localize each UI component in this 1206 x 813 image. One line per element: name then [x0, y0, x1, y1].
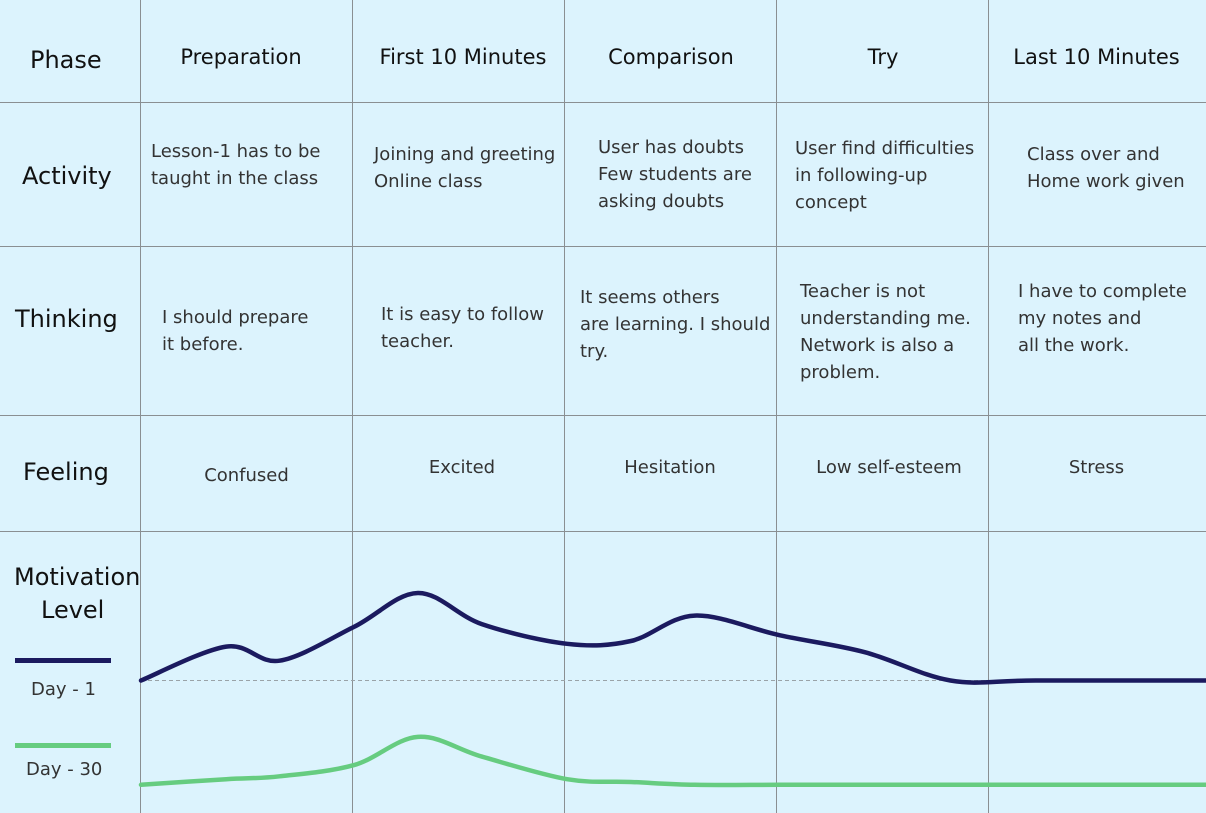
phase-header-try: Try: [867, 45, 899, 69]
row-header-feeling: Feeling: [23, 458, 109, 486]
row-header-thinking: Thinking: [15, 305, 118, 333]
thinking-cell-comparison: It seems others are learning. I should try.: [580, 287, 771, 362]
series-line-day-30: [141, 737, 1206, 785]
row-header-motivation: Motivation: [14, 563, 141, 591]
feeling-cell-try: Low self-esteem: [816, 457, 962, 478]
thinking-cell-preparation: I should prepare it before.: [162, 307, 309, 355]
row-header-phase: Phase: [30, 46, 102, 74]
activity-cell-preparation: Lesson-1 has to be taught in the class: [151, 141, 321, 189]
phase-header-first-10-minutes: First 10 Minutes: [379, 45, 547, 69]
row-header-activity: Activity: [22, 162, 112, 190]
feeling-cell-last-10-minutes: Stress: [1068, 457, 1125, 478]
phase-header-comparison: Comparison: [608, 45, 734, 69]
legend-label-day-1: Day - 1: [31, 679, 96, 700]
feeling-cell-preparation: Confused: [204, 465, 289, 486]
activity-cell-try: User find difficulties in following-up concept: [795, 138, 975, 213]
thinking-cell-try: Teacher is not understanding me. Network is also a problem.: [800, 281, 971, 383]
thinking-cell-first-10-minutes: It is easy to follow teacher.: [381, 304, 544, 352]
thinking-cell-last-10-minutes: I have to complete my notes and all the work.: [1018, 281, 1187, 356]
row-header-motivation-level: Level: [41, 596, 105, 624]
activity-cell-comparison: User has doubts Few students are asking doubts: [598, 137, 752, 212]
feeling-cell-comparison: Hesitation: [624, 457, 716, 478]
feeling-cell-first-10-minutes: Excited: [428, 457, 496, 478]
phase-header-preparation: Preparation: [180, 45, 302, 69]
activity-cell-last-10-minutes: Class over and Home work given: [1027, 144, 1185, 192]
phase-header-last-10-minutes: Last 10 Minutes: [1013, 45, 1180, 69]
series-line-day-1: [141, 593, 1206, 683]
activity-cell-first-10-minutes: Joining and greeting Online class: [374, 144, 556, 192]
legend-label-day-30: Day - 30: [26, 759, 103, 780]
